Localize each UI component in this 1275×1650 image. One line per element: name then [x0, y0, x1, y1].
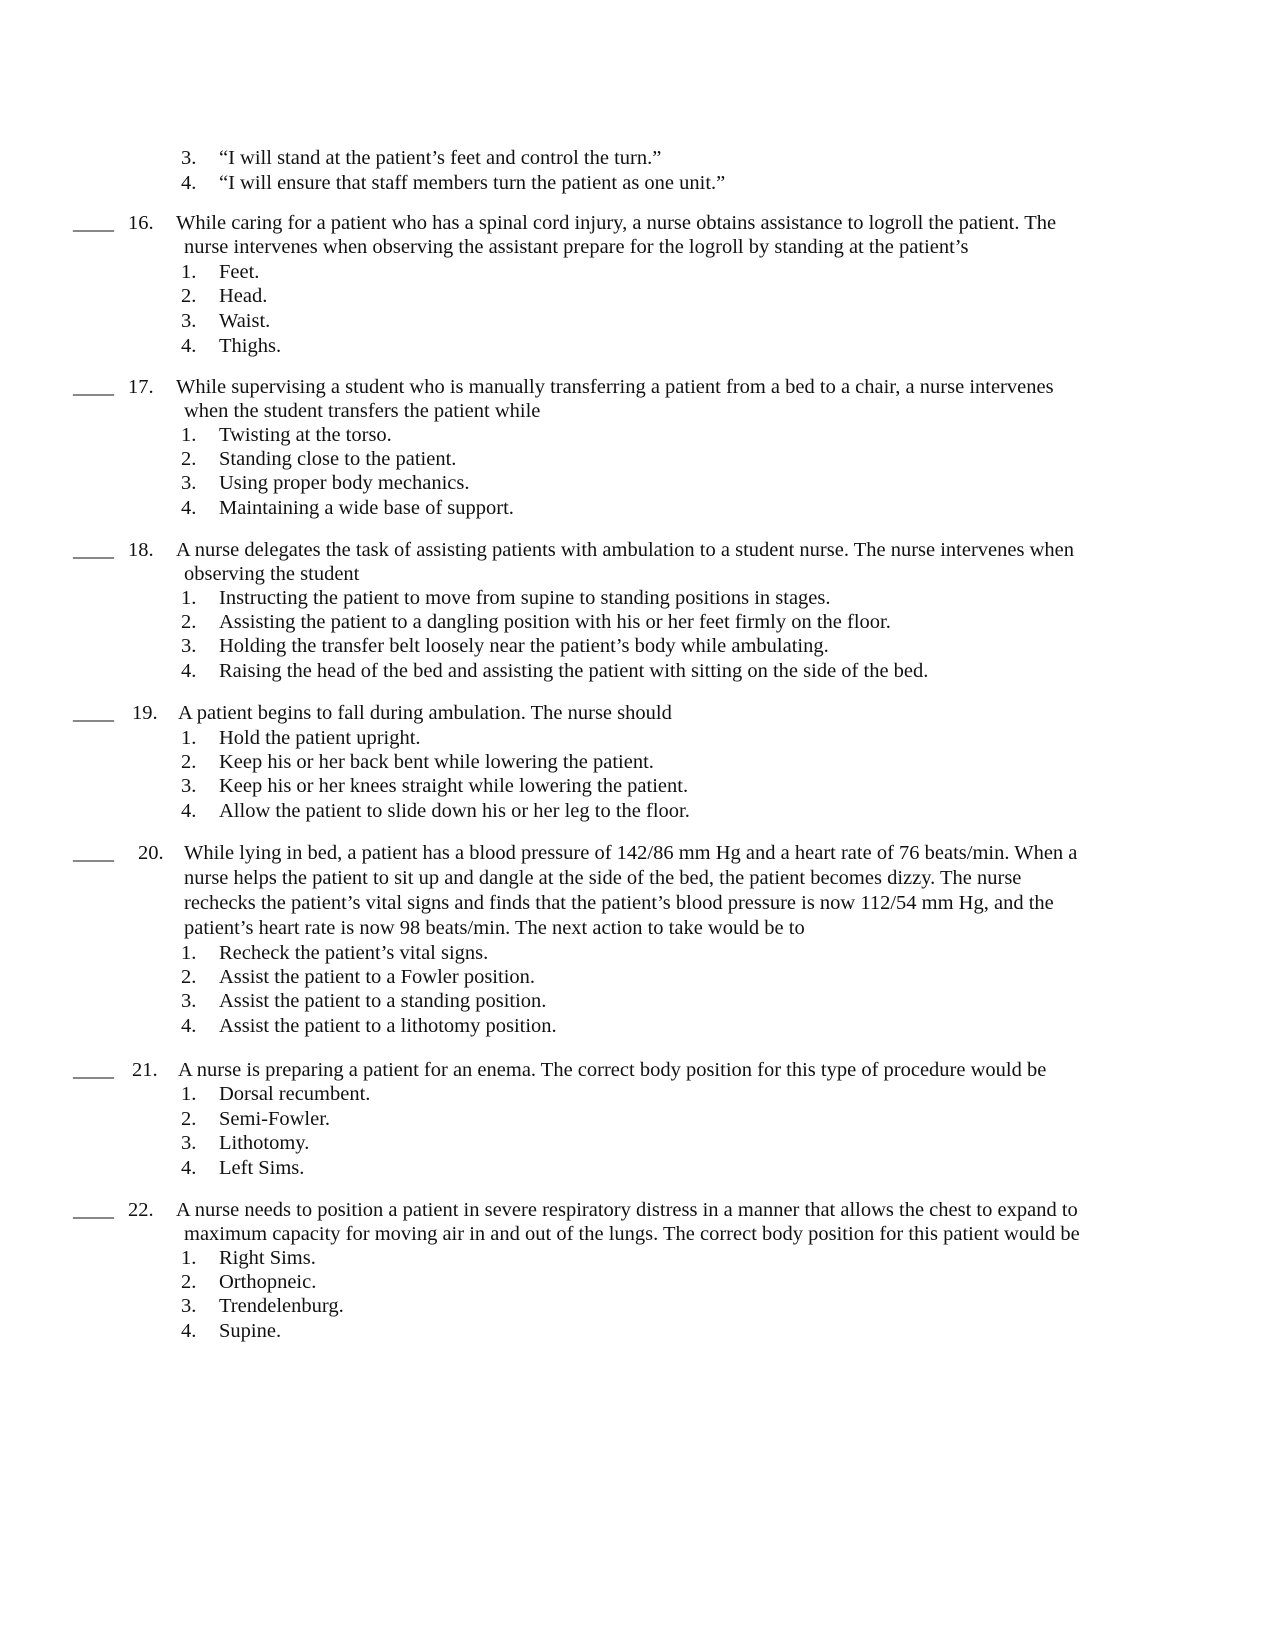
option-number: 3. [181, 1295, 197, 1317]
option-text: Lithotomy. [219, 1132, 310, 1154]
option-number: 4. [181, 1320, 197, 1342]
answer-blank[interactable]: ____ [73, 702, 114, 724]
option-text: “I will ensure that staff members turn the patient as one unit.” [219, 172, 726, 194]
option-number: 4. [181, 800, 197, 822]
question-number: 19. [132, 702, 158, 724]
question-number: 22. [128, 1199, 154, 1221]
option-text: Standing close to the patient. [219, 448, 457, 470]
option-text: Twisting at the torso. [219, 424, 392, 446]
option-number: 4. [181, 1015, 197, 1037]
option-text: Maintaining a wide base of support. [219, 497, 514, 519]
option-text: Left Sims. [219, 1157, 305, 1179]
option-text: Assisting the patient to a dangling position with his or her feet firmly on the floor. [219, 611, 891, 633]
answer-blank[interactable]: ____ [73, 212, 114, 234]
question-stem-line: While supervising a student who is manually transferring a patient from a bed to a chair, a nurse intervenes [176, 376, 1054, 398]
option-number: 3. [181, 472, 197, 494]
answer-blank[interactable]: ____ [73, 376, 114, 398]
option-text: Supine. [219, 1320, 282, 1342]
option-text: Keep his or her back bent while lowering the patient. [219, 751, 654, 773]
option-number: 4. [181, 660, 197, 682]
question-stem-line: maximum capacity for moving air in and out of the lungs. The correct body position for this patient would be [184, 1223, 1080, 1245]
question-stem-line: A nurse needs to position a patient in severe respiratory distress in a manner that allows the chest to expand to [176, 1199, 1078, 1221]
option-text: Dorsal recumbent. [219, 1083, 371, 1105]
option-text: Keep his or her knees straight while lowering the patient. [219, 775, 689, 797]
option-number: 1. [181, 1083, 197, 1105]
question-stem-line: While caring for a patient who has a spinal cord injury, a nurse obtains assistance to logroll the patient. The [176, 212, 1057, 234]
option-text: Instructing the patient to move from supine to standing positions in stages. [219, 587, 831, 609]
option-text: “I will stand at the patient’s feet and control the turn.” [219, 147, 662, 169]
question-stem-line: patient’s heart rate is now 98 beats/min. The next action to take would be to [184, 917, 805, 939]
option-text: Trendelenburg. [219, 1295, 344, 1317]
option-text: Waist. [219, 310, 271, 332]
option-text: Thighs. [219, 335, 282, 357]
option-number: 4. [181, 497, 197, 519]
question-stem-line: While lying in bed, a patient has a blood pressure of 142/86 mm Hg and a heart rate of 76 beats/min. When a [184, 842, 1078, 864]
question-stem-line: A patient begins to fall during ambulation. The nurse should [178, 702, 672, 724]
question-stem-line: A nurse delegates the task of assisting patients with ambulation to a student nurse. The nurse intervenes when [176, 539, 1075, 561]
question-number: 20. [138, 842, 164, 864]
option-number: 2. [181, 611, 197, 633]
option-number: 1. [181, 942, 197, 964]
answer-blank[interactable]: ____ [73, 539, 114, 561]
question-stem-line: A nurse is preparing a patient for an enema. The correct body position for this type of procedure would be [178, 1059, 1047, 1081]
option-text: Head. [219, 285, 268, 307]
option-text: Semi-Fowler. [219, 1108, 331, 1130]
question-number: 21. [132, 1059, 158, 1081]
question-stem-line: rechecks the patient’s vital signs and finds that the patient’s blood pressure is now 112/54 mm Hg, and the [184, 892, 1054, 914]
question-stem-line: when the student transfers the patient while [184, 400, 541, 422]
option-text: Orthopneic. [219, 1271, 317, 1293]
option-number: 4. [181, 172, 197, 194]
option-text: Recheck the patient’s vital signs. [219, 942, 489, 964]
option-number: 3. [181, 1132, 197, 1154]
option-number: 3. [181, 775, 197, 797]
option-number: 3. [181, 147, 197, 169]
option-number: 1. [181, 261, 197, 283]
option-number: 1. [181, 727, 197, 749]
option-number: 4. [181, 1157, 197, 1179]
answer-blank[interactable]: ____ [73, 1059, 114, 1081]
option-number: 2. [181, 285, 197, 307]
option-number: 4. [181, 335, 197, 357]
option-text: Feet. [219, 261, 260, 283]
option-number: 1. [181, 424, 197, 446]
answer-blank[interactable]: ____ [73, 842, 114, 864]
option-text: Using proper body mechanics. [219, 472, 470, 494]
option-text: Hold the patient upright. [219, 727, 421, 749]
option-number: 2. [181, 751, 197, 773]
option-number: 3. [181, 990, 197, 1012]
option-text: Raising the head of the bed and assisting the patient with sitting on the side of the bed. [219, 660, 929, 682]
option-text: Assist the patient to a lithotomy position. [219, 1015, 557, 1037]
option-text: Allow the patient to slide down his or her leg to the floor. [219, 800, 690, 822]
option-number: 1. [181, 587, 197, 609]
option-text: Holding the transfer belt loosely near the patient’s body while ambulating. [219, 635, 829, 657]
question-stem-line: nurse helps the patient to sit up and dangle at the side of the bed, the patient becomes dizzy. The nurse [184, 867, 1022, 889]
question-stem-line: observing the student [184, 563, 360, 585]
option-number: 2. [181, 1271, 197, 1293]
option-number: 2. [181, 448, 197, 470]
option-number: 3. [181, 635, 197, 657]
option-number: 3. [181, 310, 197, 332]
question-number: 18. [128, 539, 154, 561]
answer-blank[interactable]: ____ [73, 1199, 114, 1221]
option-number: 2. [181, 966, 197, 988]
option-text: Assist the patient to a Fowler position. [219, 966, 536, 988]
option-text: Right Sims. [219, 1247, 316, 1269]
option-number: 2. [181, 1108, 197, 1130]
option-text: Assist the patient to a standing position. [219, 990, 547, 1012]
option-number: 1. [181, 1247, 197, 1269]
question-number: 17. [128, 376, 154, 398]
question-number: 16. [128, 212, 154, 234]
question-stem-line: nurse intervenes when observing the assistant prepare for the logroll by standing at the patient’s [184, 236, 969, 258]
